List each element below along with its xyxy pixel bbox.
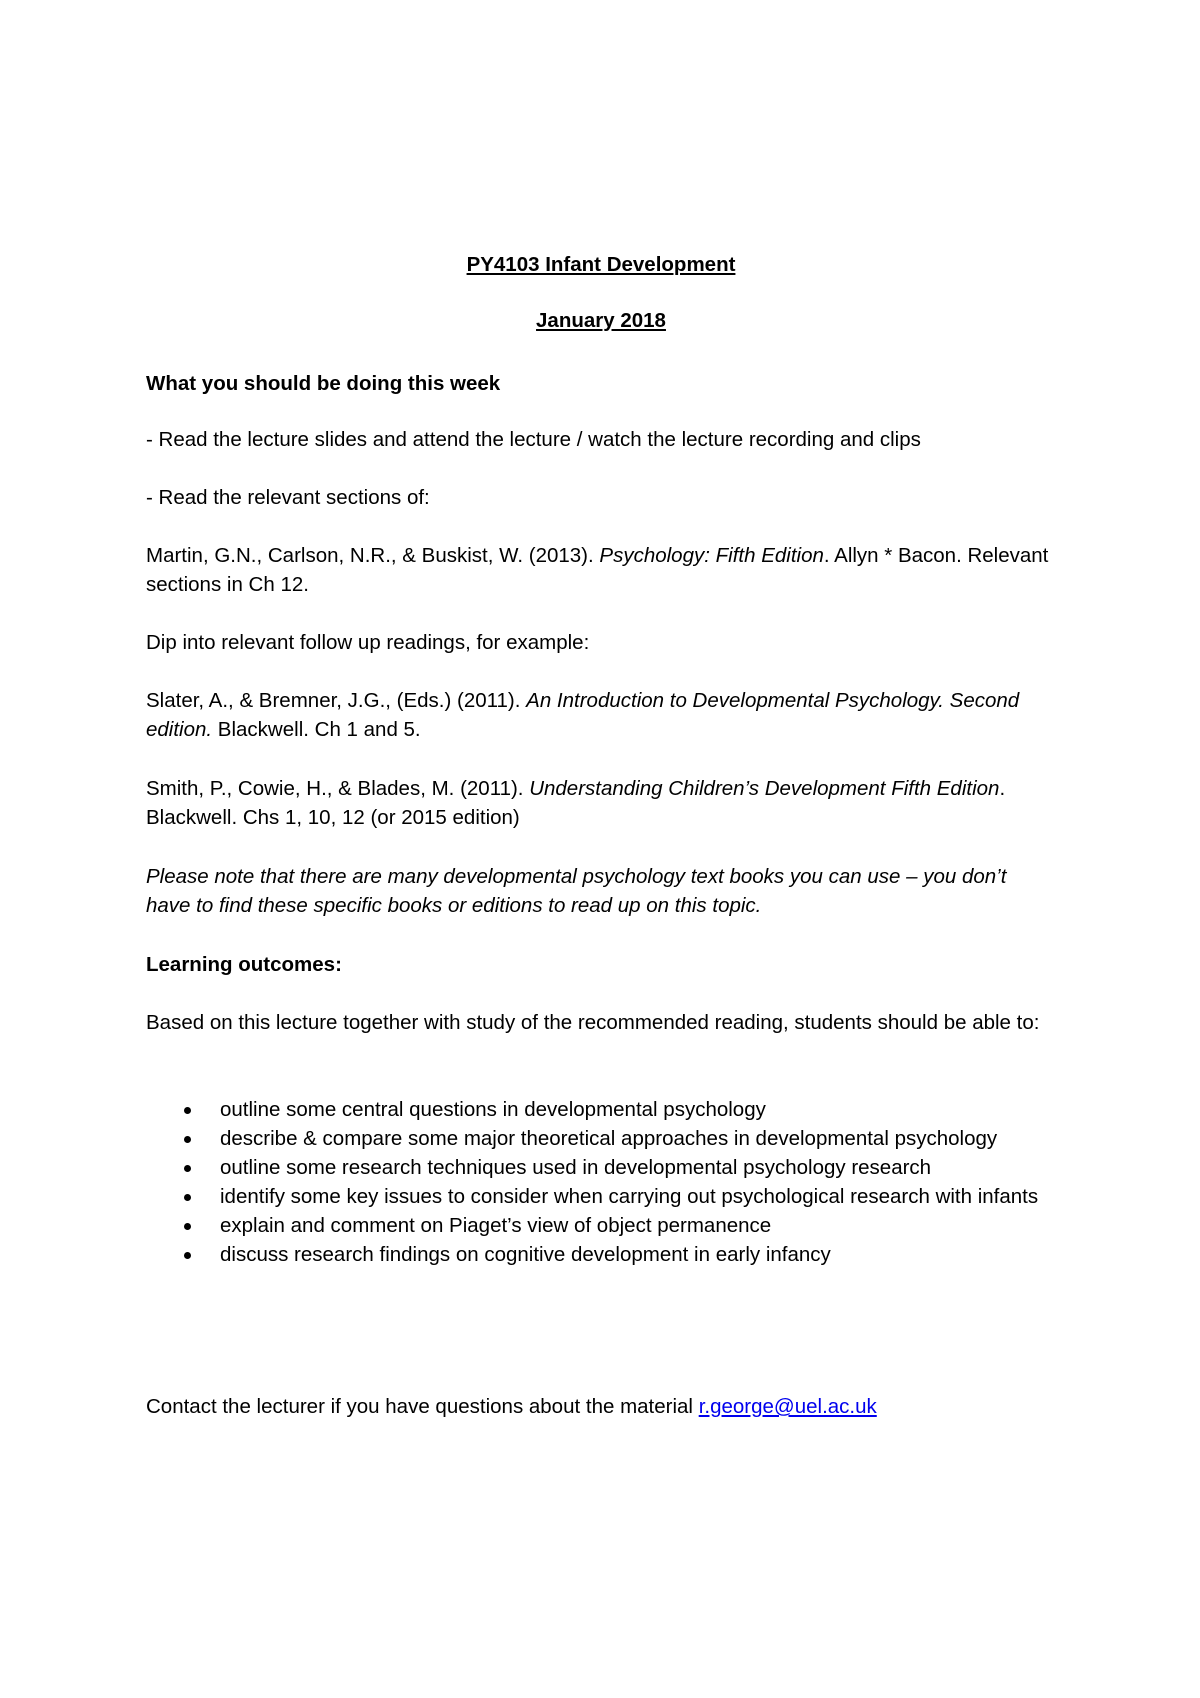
reference-slater-authors: Slater, A., & Bremner, J.G., (Eds.) (2011). [146,689,527,712]
learning-outcomes-heading: Learning outcomes: [146,953,342,976]
reference-smith [146,774,1056,832]
week-heading: What you should be doing this week [146,372,501,395]
bullet-icon [184,1107,191,1114]
reference-martin-title: Psychology: Fifth Edition [599,544,824,567]
reference-martin-authors: Martin, G.N., Carlson, N.R., & Buskist, W. (2013). [146,544,600,567]
week-task-lecture: - Read the lecture slides and attend the lecture / watch the lecture recording and clips [146,428,921,451]
bullet-icon [184,1252,191,1259]
reference-slater-title: An Introduction to Developmental Psychology. Second edition. [146,689,1020,741]
reference-smith-rest: . Blackwell. Chs 1, 10, 12 (or 2015 edition) [146,777,1006,829]
list-item [146,1153,1056,1182]
list-item [146,1095,1056,1124]
list-item-text: explain and comment on Piaget’s view of object permanence [220,1214,772,1237]
week-task-reading: - Read the relevant sections of: [146,486,430,509]
list-item [146,1182,1056,1211]
learning-outcomes-list [146,1095,1056,1269]
contact-text: Contact the lecturer if you have questions about the material [146,1395,699,1418]
contact-line [146,1392,1056,1421]
learning-outcomes-intro: Based on this lecture together with study of the recommended reading, students should be able to: [146,1011,1040,1034]
email-link[interactable]: r.george@uel.ac.uk [698,1395,877,1418]
reference-martin [146,541,1056,599]
list-item-text: describe & compare some major theoretical approaches in developmental psychology [220,1127,998,1150]
bullet-icon [184,1165,191,1172]
reference-smith-title: Understanding Children’s Development Fifth Edition [529,777,1000,800]
document-date: January 2018 [536,309,666,332]
list-item [146,1211,1056,1240]
course-title: PY4103 Infant Development [466,253,736,276]
follow-up-intro: Dip into relevant follow up readings, for example: [146,631,590,654]
reference-slater [146,686,1056,744]
bullet-icon [184,1136,191,1143]
reference-martin-rest: . Allyn * Bacon. Relevant sections in Ch 12. [146,544,1049,596]
textbook-note: Please note that there are many developmental psychology text books you can use – you don’t have to find these specific books or editions to read up on this topic. [146,865,1007,917]
reference-smith-authors: Smith, P., Cowie, H., & Blades, M. (2011). [146,777,530,800]
list-item-text: identify some key issues to consider when carrying out psychological research with infants [220,1185,1039,1208]
list-item-text: outline some central questions in developmental psychology [220,1098,766,1121]
reference-slater-rest: Blackwell. Ch 1 and 5. [212,718,421,741]
bullet-icon [184,1194,191,1201]
list-item [146,1124,1056,1153]
list-item [146,1240,1056,1269]
list-item-text: outline some research techniques used in developmental psychology research [220,1156,932,1179]
bullet-icon [184,1223,191,1230]
list-item-text: discuss research findings on cognitive development in early infancy [220,1243,831,1266]
